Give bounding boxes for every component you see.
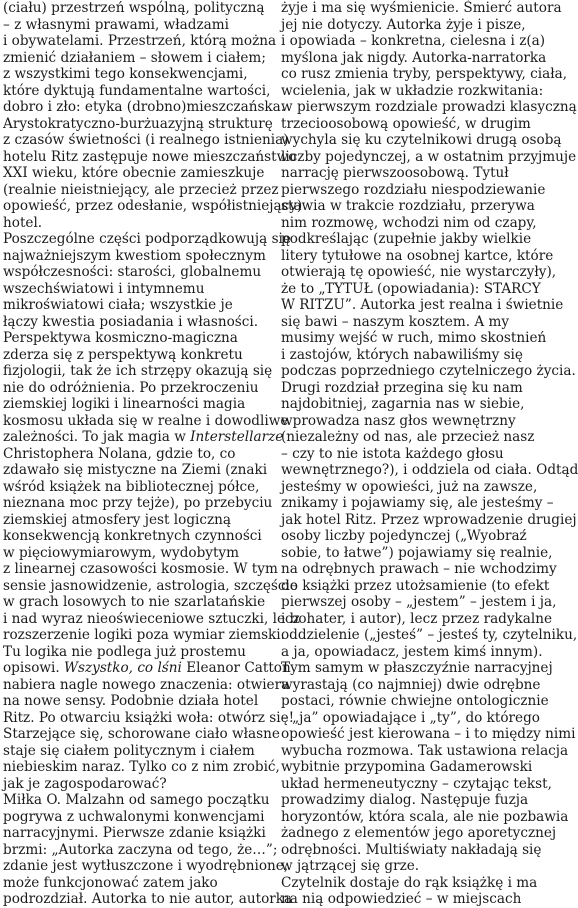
text-line: że to „TYTUŁ (opowiadania): STARCY [281, 280, 541, 297]
text-line: jak je zagospodarować? [3, 775, 167, 792]
text-line: współczesności: starości, globalnemu [3, 264, 262, 280]
text-line: narracyjnymi. Pierwsze zdanie książki [3, 825, 266, 841]
text-line: Christophera Nolana, gdzie to, co [3, 445, 236, 462]
text-line: Poszczególne części podporządkowują się [3, 231, 291, 247]
article-left-column [3, 0, 303, 908]
text-line: podrozdział. Autorka to nie autor, autorka [3, 891, 293, 907]
text-line: wyrastają (co najmniej) dwie odrębne [281, 676, 541, 693]
text-line: w jątrzącej się grze. [281, 858, 420, 874]
text-line: w grach losowych to nie szarlatańskie [3, 594, 266, 610]
text-line: i nad wyraz nieoświeceniowe sztuczki, lecz [3, 610, 300, 627]
text-line: z wszystkimi tego konsekwencjami, [3, 66, 248, 82]
text-line: na nią odpowiedzieć – w miejscach [281, 891, 522, 907]
text-line: (niezależny od nas, ale przecież nasz [281, 429, 535, 445]
text-line: pierwszej osoby – „jestem” – jestem i ja, [281, 594, 557, 610]
text-line: hotel. [3, 214, 43, 231]
text-line: podkreślając (zupełnie jakby wielkie [281, 231, 532, 247]
text-line: musimy wejść w ruch, mimo skostnień [281, 330, 547, 346]
text-line: pierwszego rozdziału niespodziewanie [281, 181, 546, 198]
text-line: konsekwencją konkretnych czynności [3, 528, 262, 544]
text-line: co rusz zmienia tryby, perspektywy, ciała, [281, 66, 568, 82]
text-line: Miłka O. Malzahn od samego początku [3, 792, 270, 808]
text-line: ziemskiej logiki i linearności magia [3, 396, 246, 412]
text-line: i obywatelami. Przestrzeń, którą można [3, 33, 277, 49]
text-line: nieznana moc przy tejże), po przebyciu [3, 495, 273, 511]
text-line: XXI wieku, które obecnie zamieszkuje [3, 165, 265, 181]
text-line: (ciału) przestrzeń wspólną, polityczną [3, 0, 265, 16]
text-line: W RITZU”. Autorka jest realna i świetnie [281, 297, 564, 313]
text-line: dobro i zło: etyka (drobno)mieszczańska. [3, 99, 286, 115]
text-line: rozszerzenie logiki poza wymiar ziemski. [3, 627, 285, 643]
text-line: zależności. To jak magia w Interstellarze [3, 429, 284, 445]
text-line: myślona jak nigdy. Autorka-narratorka [281, 49, 547, 66]
text-line: oddzielenie („jesteś” – jesteś ty, czytelniku, [281, 627, 578, 643]
text-line: prowadzimy dialog. Następuje fuzja [281, 792, 529, 808]
text-line: fizjologii, tak że ich strzępy okazują się [3, 363, 273, 379]
text-line: – z własnymi prawami, władzami [3, 16, 229, 33]
text-line: łączy kwestia posiadania i własności. [3, 313, 259, 330]
text-line: nim rozmowę, wchodzi nim od czapy, [281, 214, 537, 231]
text-line: jak hotel Ritz. Przez wprowadzenie drugiej [281, 511, 577, 528]
text-line: otwierają tę opowieść, nie wystarczyły), [281, 264, 557, 280]
text-line: wśród książek na bibliotecznej półce, [3, 478, 260, 495]
text-line: zdawało się mistyczne na Ziemi (znaki [3, 462, 268, 478]
text-line: do książki przez utożsamienie (to efekt [281, 577, 550, 594]
text-line: staje się ciałem politycznym i ciałem [3, 742, 255, 759]
text-line: może funkcjonować zatem jako [3, 874, 218, 891]
text-line: horyzontów, która scala, ale nie pozbawia [281, 808, 569, 825]
text-line: na nowe sensy. Podobnie działa hotel [3, 693, 259, 709]
text-line: liczby pojedynczej, a w ostatnim przyjmuje [281, 148, 577, 165]
text-line: wychyla się ku czytelnikowi drugą osobą [281, 132, 562, 148]
text-line: w pięciowymiarowym, wydobytym [3, 544, 239, 561]
text-line: znikamy i pojawiamy się, ale jesteśmy – [281, 495, 554, 511]
text-line: i opowiada – konkretna, cielesna i z(a) [281, 33, 546, 49]
text-line: nabiera nagle nowego znaczenia: otwiera [3, 676, 290, 693]
text-line: z czasów świetności (i realnego istnienia) [3, 132, 289, 148]
article-right-column [281, 0, 578, 908]
text-line: pogrywa z uchwalonymi konwencjami [3, 808, 265, 825]
text-line: a ja, opowiadacz, jestem kimś innym). [281, 643, 543, 660]
text-line: wcielenia, jak w układzie rozkwitania: [281, 82, 544, 99]
text-line: żyje i ma się wyśmienicie. Śmierć autora [281, 0, 562, 16]
text-line: sobie, to łatwe”) pojawiamy się realnie, [281, 544, 553, 561]
text-line: osoby liczby pojedynczej („Wyobraź [281, 528, 527, 544]
text-line: opisowi. Wszystko, co lśni Eleanor Catton [3, 660, 291, 676]
text-line: wszechświatowi i intymnemu [3, 280, 205, 297]
text-line: brzmi: „Autorka zaczyna od tego, że…”; [3, 841, 278, 858]
text-line: które dyktują fundamentalne wartości, [3, 82, 271, 99]
text-line: ziemskiej atmosfery jest logiczną [3, 511, 232, 528]
text-line: wybucha rozmowa. Tak ustawiona relacja [281, 742, 569, 759]
text-line: podczas poprzedniego czytelniczego życia. [281, 363, 576, 379]
text-line: i bohater, i autor), lecz przez radykalne [281, 610, 553, 627]
text-line: i zastojów, których nabawiliśmy się [281, 346, 523, 363]
text-line: najważniejszym kwestiom społecznym [3, 247, 266, 264]
text-line: opowieść, przez odesłanie, współistniejący) [3, 198, 303, 214]
text-line: mikroświatowi ciała; wszystkie je [3, 297, 233, 313]
text-line: zmienić działaniem – słowem i ciałem; [3, 49, 266, 66]
text-line: trzecioosobową opowieść, w drugim [281, 115, 531, 132]
text-line: litery tytułowe na osobnej kartce, które [281, 247, 554, 264]
text-line: wprowadza nasz głos wewnętrzny [281, 412, 516, 429]
text-line: Arystokratyczno-burżuazyjną strukturę [3, 115, 273, 132]
text-line: narrację pierwszoosobową. Tytuł [281, 165, 509, 181]
text-line: nie do odróżnienia. Po przekroczeniu [3, 379, 259, 396]
text-line: Tu logika nie podlega już prostemu [3, 643, 246, 660]
text-line: niebieskim naraz. Tylko co z nim zrobić, [3, 759, 280, 775]
text-line: Ritz. Po otwarciu książki woła: otwórz się! [3, 709, 295, 726]
text-line: zderza się z perspektywą konkretu [3, 346, 243, 363]
text-line: z linearnej czasowości kosmosie. W tym [3, 561, 278, 577]
text-line: zdanie jest wytłuszczone i wyodrębnione, [3, 858, 289, 874]
text-line: Czytelnik dostaje do rąk książkę i ma [281, 874, 538, 891]
text-line: wewnętrznego?), i oddziela od ciała. Odtąd [281, 462, 578, 478]
text-line: Perspektywa kosmiczno-magiczna [3, 330, 238, 346]
text-line: (realnie nieistniejący, ale przecież przez [3, 181, 279, 198]
text-line: hotelu Ritz zastępuje nowe mieszczaństwo [3, 148, 297, 165]
text-line: żadnego z elementów jego aporetycznej [281, 825, 557, 841]
text-line: – czy to nie istota każdego głosu [281, 445, 504, 462]
text-line: Drugi rozdział przegina się ku nam [281, 379, 523, 396]
text-line: na odrębnych prawach – nie wchodzimy [281, 561, 557, 577]
text-line: w pierwszym rozdziale prowadzi klasyczną [281, 99, 577, 115]
text-line: jesteśmy w opowieści, już na zawsze, [281, 478, 538, 495]
text-line: najdobitniej, zagarnia nas w siebie, [281, 396, 525, 412]
text-line: kosmosu układa się w realne i dowodliwe [3, 412, 289, 429]
text-line: sensie jasnowidzenie, astrologia, szczęście [3, 577, 298, 594]
text-line: stawia w trakcie rozdziału, przerywa [281, 198, 535, 214]
text-line: opowieść jest kierowana – i to między nimi [281, 726, 576, 742]
text-line: postaci, równie chwiejne ontologicznie [281, 693, 549, 709]
text-line: odrębności. Multiświaty nakładają się [281, 841, 542, 858]
text-line: wybitnie przypomina Gadamerowski [281, 759, 533, 775]
text-line: Starzejące się, schorowane ciało własne [3, 726, 280, 742]
text-line: się bawi – naszym kosztem. A my [281, 313, 510, 330]
text-line: Tym samym w płaszczyźnie narracyjnej [281, 660, 553, 676]
text-line: układ hermeneutyczny – czytając tekst, [281, 775, 552, 792]
text-line: – „ja” opowiadające i „ty”, do którego [281, 709, 540, 726]
text-line: jej nie dotyczy. Autorka żyje i pisze, [281, 16, 526, 33]
